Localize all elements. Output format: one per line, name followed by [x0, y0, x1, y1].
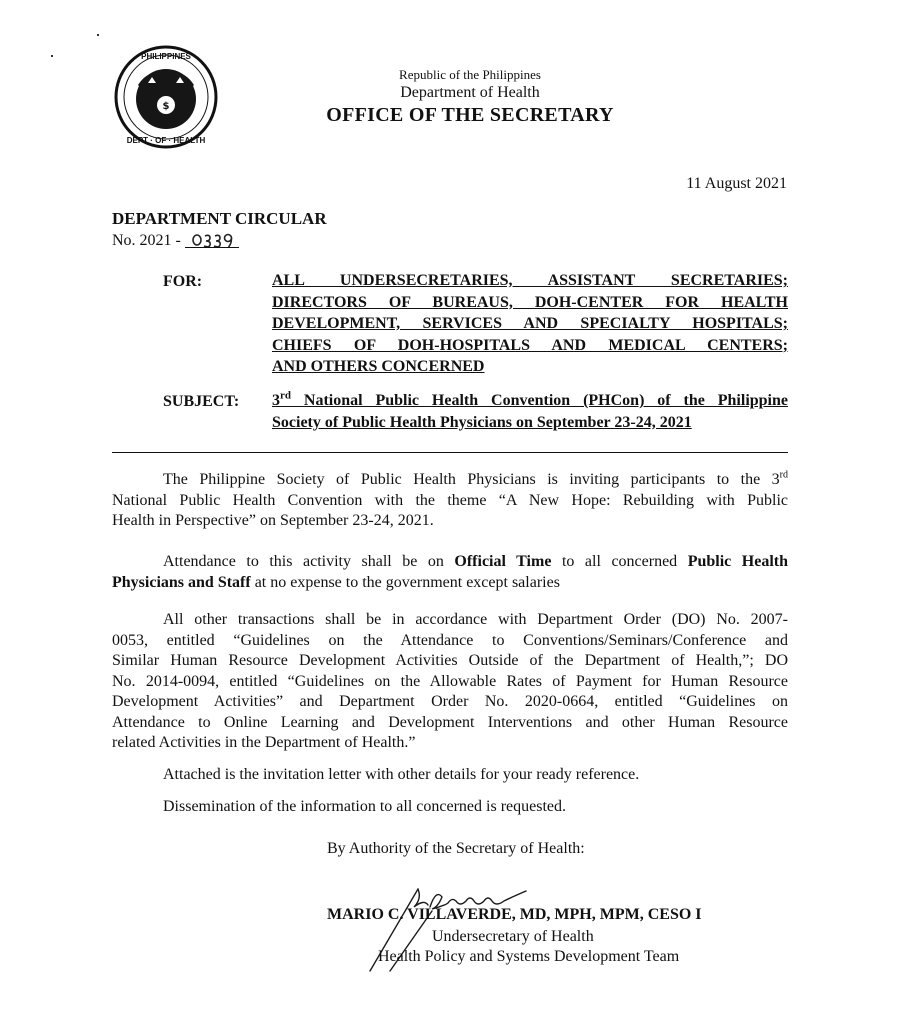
p1-ordinal-sup: rd: [779, 469, 788, 481]
paragraph-dissemination: Dissemination of the information to all concerned is requested.: [163, 798, 566, 815]
p1-line-3: Health in Perspective” on September 23-24, 2021.: [112, 512, 434, 529]
divider-rule: [112, 452, 788, 453]
p1-line-2: National Public Health Convention with the theme “A New Hope: Rebuilding with Public: [112, 491, 788, 509]
subject-line-2: Society of Public Health Physicians on September 23-24, 2021: [272, 413, 692, 431]
subject-text: [272, 390, 788, 433]
for-label: FOR:: [163, 273, 203, 290]
scan-speck: [97, 34, 99, 36]
scan-speck: [51, 55, 53, 57]
for-line: DIRECTORS OF BUREAUS, DOH-CENTER FOR HEALTH: [272, 293, 788, 311]
svg-text:$: $: [162, 101, 170, 112]
seal-top-text: · PHILIPPINES ·: [136, 52, 196, 61]
signatory-title: Undersecretary of Health: [432, 928, 594, 945]
for-line: DEVELOPMENT, SERVICES AND SPECIALTY HOSPITALS;: [272, 315, 788, 332]
p3-line: All other transactions shall be in accordance with Department Order (DO) No. 2007-: [163, 611, 788, 628]
p1-line-1-text: The Philippine Society of Public Health Physicians is inviting participants to the 3: [163, 471, 780, 488]
for-line: AND OTHERS CONCERNED: [272, 358, 485, 375]
circular-number-prefix: No. 2021 -: [112, 232, 181, 249]
p3-line: Attendance to Online Learning and Development Interventions and other Human Resource: [112, 713, 788, 731]
p2-text-a: Attendance to this activity shall be on: [163, 553, 455, 570]
circular-title: DEPARTMENT CIRCULAR: [112, 209, 327, 228]
header-republic: Republic of the Philippines: [399, 67, 541, 82]
header-department: Department of Health: [400, 84, 540, 101]
paragraph-attendance: [112, 552, 788, 593]
p3-line: No. 2014-0094, entitled “Guidelines on the Allowable Rates of Payment for Human Resource: [112, 672, 788, 690]
p2-text-c: to all concerned: [551, 553, 688, 570]
p2-line-1: [112, 552, 788, 573]
header-office: OFFICE OF THE SECRETARY: [326, 104, 614, 126]
document-date: 11 August 2021: [686, 175, 787, 192]
subject-ordinal: 3: [272, 392, 280, 409]
for-recipients: [272, 270, 788, 378]
doh-seal-logo: [104, 39, 230, 149]
p2-public-health: Public Health: [687, 553, 789, 570]
p3-line: Similar Human Resource Development Activities Outside of the Department of Health,”; DO: [112, 652, 788, 669]
subject-ordinal-sup: rd: [280, 389, 291, 402]
p3-line: related Activities in the Department of Health.”: [112, 734, 416, 751]
for-line: ALL UNDERSECRETARIES, ASSISTANT SECRETARIES;: [272, 272, 788, 289]
circular-number: [112, 231, 239, 250]
paragraph-invitation: [112, 470, 788, 532]
for-line: CHIEFS OF DOH-HOSPITALS AND MEDICAL CENTERS;: [272, 336, 788, 354]
signature-authority: By Authority of the Secretary of Health:: [327, 840, 585, 857]
p3-line: Development Activities” and Department Order No. 2020-0664, entitled “Guidelines on: [112, 693, 788, 710]
p2-official-time: Official Time: [454, 553, 552, 570]
p2-line-2: [112, 573, 788, 594]
paragraph-attachment: Attached is the invitation letter with other details for your ready reference.: [163, 766, 640, 783]
handwritten-number: [185, 231, 239, 248]
subject-line-1: [272, 390, 788, 412]
p2-text-f: at no expense to the government except salaries: [250, 573, 560, 591]
p1-line-1: [112, 470, 788, 491]
seal-bottom-text: DEPT · OF · HEALTH: [126, 136, 206, 145]
subject-label: SUBJECT:: [163, 393, 240, 410]
signatory-name: MARIO C. VILLAVERDE, MD, MPH, MPM, CESO I: [327, 906, 702, 923]
subject-line-1-rest: National Public Health Convention (PHCon) of the Philippine: [291, 392, 788, 409]
p3-line: 0053, entitled “Guidelines on the Attendance to Conventions/Seminars/Conference and: [112, 631, 788, 649]
signatory-team: Health Policy and Systems Development Team: [378, 948, 680, 965]
p2-physicians-staff: Physicians and Staff: [112, 573, 251, 591]
paragraph-transactions: [112, 610, 788, 754]
